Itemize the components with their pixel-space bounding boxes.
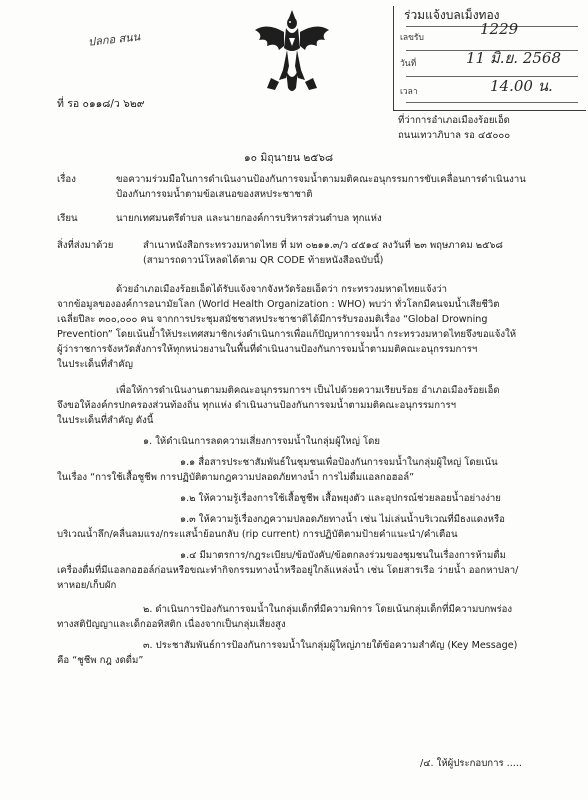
item-2-line: ๒. ดำเนินการป้องกันการจมน้ำในกลุ่มเด็กที่มีความพิการ โดยเน้นกลุ่มเด็กที่มีความบกพร่อง (143, 604, 513, 615)
stamp-time: 14.00 น. (490, 77, 553, 95)
garuda-emblem-icon (253, 8, 331, 96)
body-paragraph-1-line: Prevention” โดยเน้นย้ำให้ประเทศสมาชิกเร่งดำเนินการเพื่อแก้ปัญหาการจมน้ำ กระทรวงมหาดไทยจึงขอแจ้งให้ (57, 329, 517, 340)
body-paragraph-1-line: ในประเด็นที่สำคัญ (57, 359, 133, 370)
item-1: ๑. ให้ดำเนินการลดความเสี่ยงการจมน้ำในกลุ่มผู้ใหญ่ โดย (143, 436, 380, 447)
stamp-number: 1229 (480, 20, 519, 38)
reference-number: ที่ รอ ๐๑๑๘/ว ๖๒๙ (57, 98, 145, 110)
office-address-line1: ที่ว่าการอำเภอเมืองร้อยเอ็ด (398, 115, 510, 126)
item-1-4-line: ๑.๔ มีมาตรการ/กฎระเบียบ/ข้อบังคับ/ข้อตกลงร่วมของชุมชนในเรื่องการห้ามดื่ม (180, 550, 506, 561)
item-1-2: ๑.๒ ให้ความรู้เรื่องการใช้เสื้อชูชีพ เสื้อพยุงตัว และอุปกรณ์ช่วยลอยน้ำอย่างง่าย (180, 493, 501, 504)
item-1-1-line: ๑.๑ สื่อสารประชาสัมพันธ์ในชุมชนเพื่อป้องกันการจมน้ำในกลุ่มผู้ใหญ่ โดยเน้น (180, 457, 498, 468)
subject-line2: ป้องกันการจมน้ำตามข้อเสนอของสหประชาชาติ (116, 189, 313, 200)
stamp-org: ร่วมแจ้งบลเม็งทอง (404, 8, 500, 22)
stamp-date: 11 มิ.ย. 2568 (466, 49, 562, 67)
recipient-label: เรียน (57, 213, 78, 224)
body-paragraph-2-line: เพื่อให้การดำเนินงานตามมติคณะอนุกรรมการฯ เป็นไปด้วยความเรียบร้อย อำเภอเมืองร้อยเอ็ด (116, 385, 500, 396)
body-paragraph-1-line: ผู้ว่าราชการจังหวัดสั่งการให้ทุกหน่วยงานในพื้นที่ดำเนินงานป้องกันการจมน้ำตามมติคณะอนุกรรมการฯ (57, 344, 478, 355)
item-1-1-line: ในเรื่อง “การใช้เสื้อชูชีพ การปฏิบัติตามกฎความปลอดภัยทางน้ำ การไม่ดื่มแอลกอฮอล์” (57, 472, 415, 483)
body-paragraph-1-line: ด้วยอำเภอเมืองร้อยเอ็ดได้รับแจ้งจากจังหวัดร้อยเอ็ดว่า กระทรวงมหาดไทยแจ้งว่า (116, 284, 448, 295)
office-address-line2: ถนนเทวาภิบาล รอ ๔๕๐๐๐ (398, 130, 511, 141)
subject-label: เรื่อง (57, 174, 76, 185)
item-1-3-line: บริเวณน้ำลึก/คลื่นลมแรง/กระแสน้ำย้อนกลับ (rip current) การปฏิบัติตามป้ายคำแนะนำ/คำเตือน (57, 529, 458, 540)
item-1-3-line: ๑.๓ ให้ความรู้เรื่องกฎความปลอดภัยทางน้ำ เช่น ไม่เล่นน้ำบริเวณที่มีธงแดงหรือ (180, 514, 505, 525)
recipient-text: นายกเทศมนตรีตำบล และนายกองค์การบริหารส่วนตำบล ทุกแห่ง (116, 213, 382, 224)
item-1-4-line: หาหอย/เก็บผัก (57, 580, 117, 591)
item-3-line: ๓. ประชาสัมพันธ์การป้องกันการจมน้ำในกลุ่มผู้ใหญ่ภายใต้ข้อความสำคัญ (Key Message) (143, 640, 518, 651)
body-paragraph-1-line: เฉลี่ยปีละ ๓๐๐,๐๐๐ คน จากการประชุมสมัชชาสหประชาชาติได้มีการรับรองมติเรื่อง “Global Drowning (57, 314, 488, 325)
attachment-line1: สำเนาหนังสือกระทรวงมหาดไทย ที่ มท ๐๒๑๑.๓/ว ๔๕๑๔ ลงวันที่ ๒๓ พฤษภาคม ๒๕๖๘ (143, 240, 503, 251)
body-paragraph-2-line: จึงขอให้องค์กรปกครองส่วนท้องถิ่น ทุกแห่ง ดำเนินงานป้องกันการจมน้ำตามมติคณะอนุกรรมการฯ (57, 400, 456, 411)
body-paragraph-1-line: จากข้อมูลขององค์การอนามัยโลก (World Health Organization : WHO) พบว่า ทั่วโลกมีคนจมน้ำเสียชีวิต (57, 299, 500, 310)
item-2-line: ทางสติปัญญาและเด็กออทิสติก เนื่องจากเป็นกลุ่มเสี่ยงสูง (57, 619, 286, 630)
body-paragraph-2-line: ในประเด็นที่สำคัญ ดังนี้ (57, 415, 154, 426)
subject-line1: ขอความร่วมมือในการดำเนินงานป้องกันการจมน้ำตามมติคณะอนุกรรมการขับเคลื่อนการดำเนินงาน (116, 174, 526, 185)
receipt-stamp: ร่วมแจ้งบลเม็งทอง เลขรับ 1229 วันที่ 11 มิ.ย. 2568 เวลา 14.00 น. (393, 6, 586, 111)
item-1-4-line: เครื่องดื่มที่มีแอลกอฮอล์ก่อนหรือขณะทำกิจกรรมทางน้ำหรืออยู่ใกล้แหล่งน้ำ เช่น โดยสารเรือ ว่ายน้ำ ออกหาปลา/ (57, 565, 519, 576)
item-3-line: คือ “ชูชีพ กฎ งดดื่ม” (57, 655, 144, 666)
attachment-label: สิ่งที่ส่งมาด้วย (57, 240, 114, 251)
handwritten-note: ปลกอ สนน (87, 30, 141, 49)
attachment-line2: (สามารถดาวน์โหลดได้ตาม QR CODE ท้ายหนังสือฉบับนี้) (143, 255, 384, 266)
continuation-note: /๔. ให้ผู้ประกอบการ ..... (420, 758, 522, 769)
letter-date: ๑๐ มิถุนายน ๒๕๖๘ (244, 152, 334, 164)
